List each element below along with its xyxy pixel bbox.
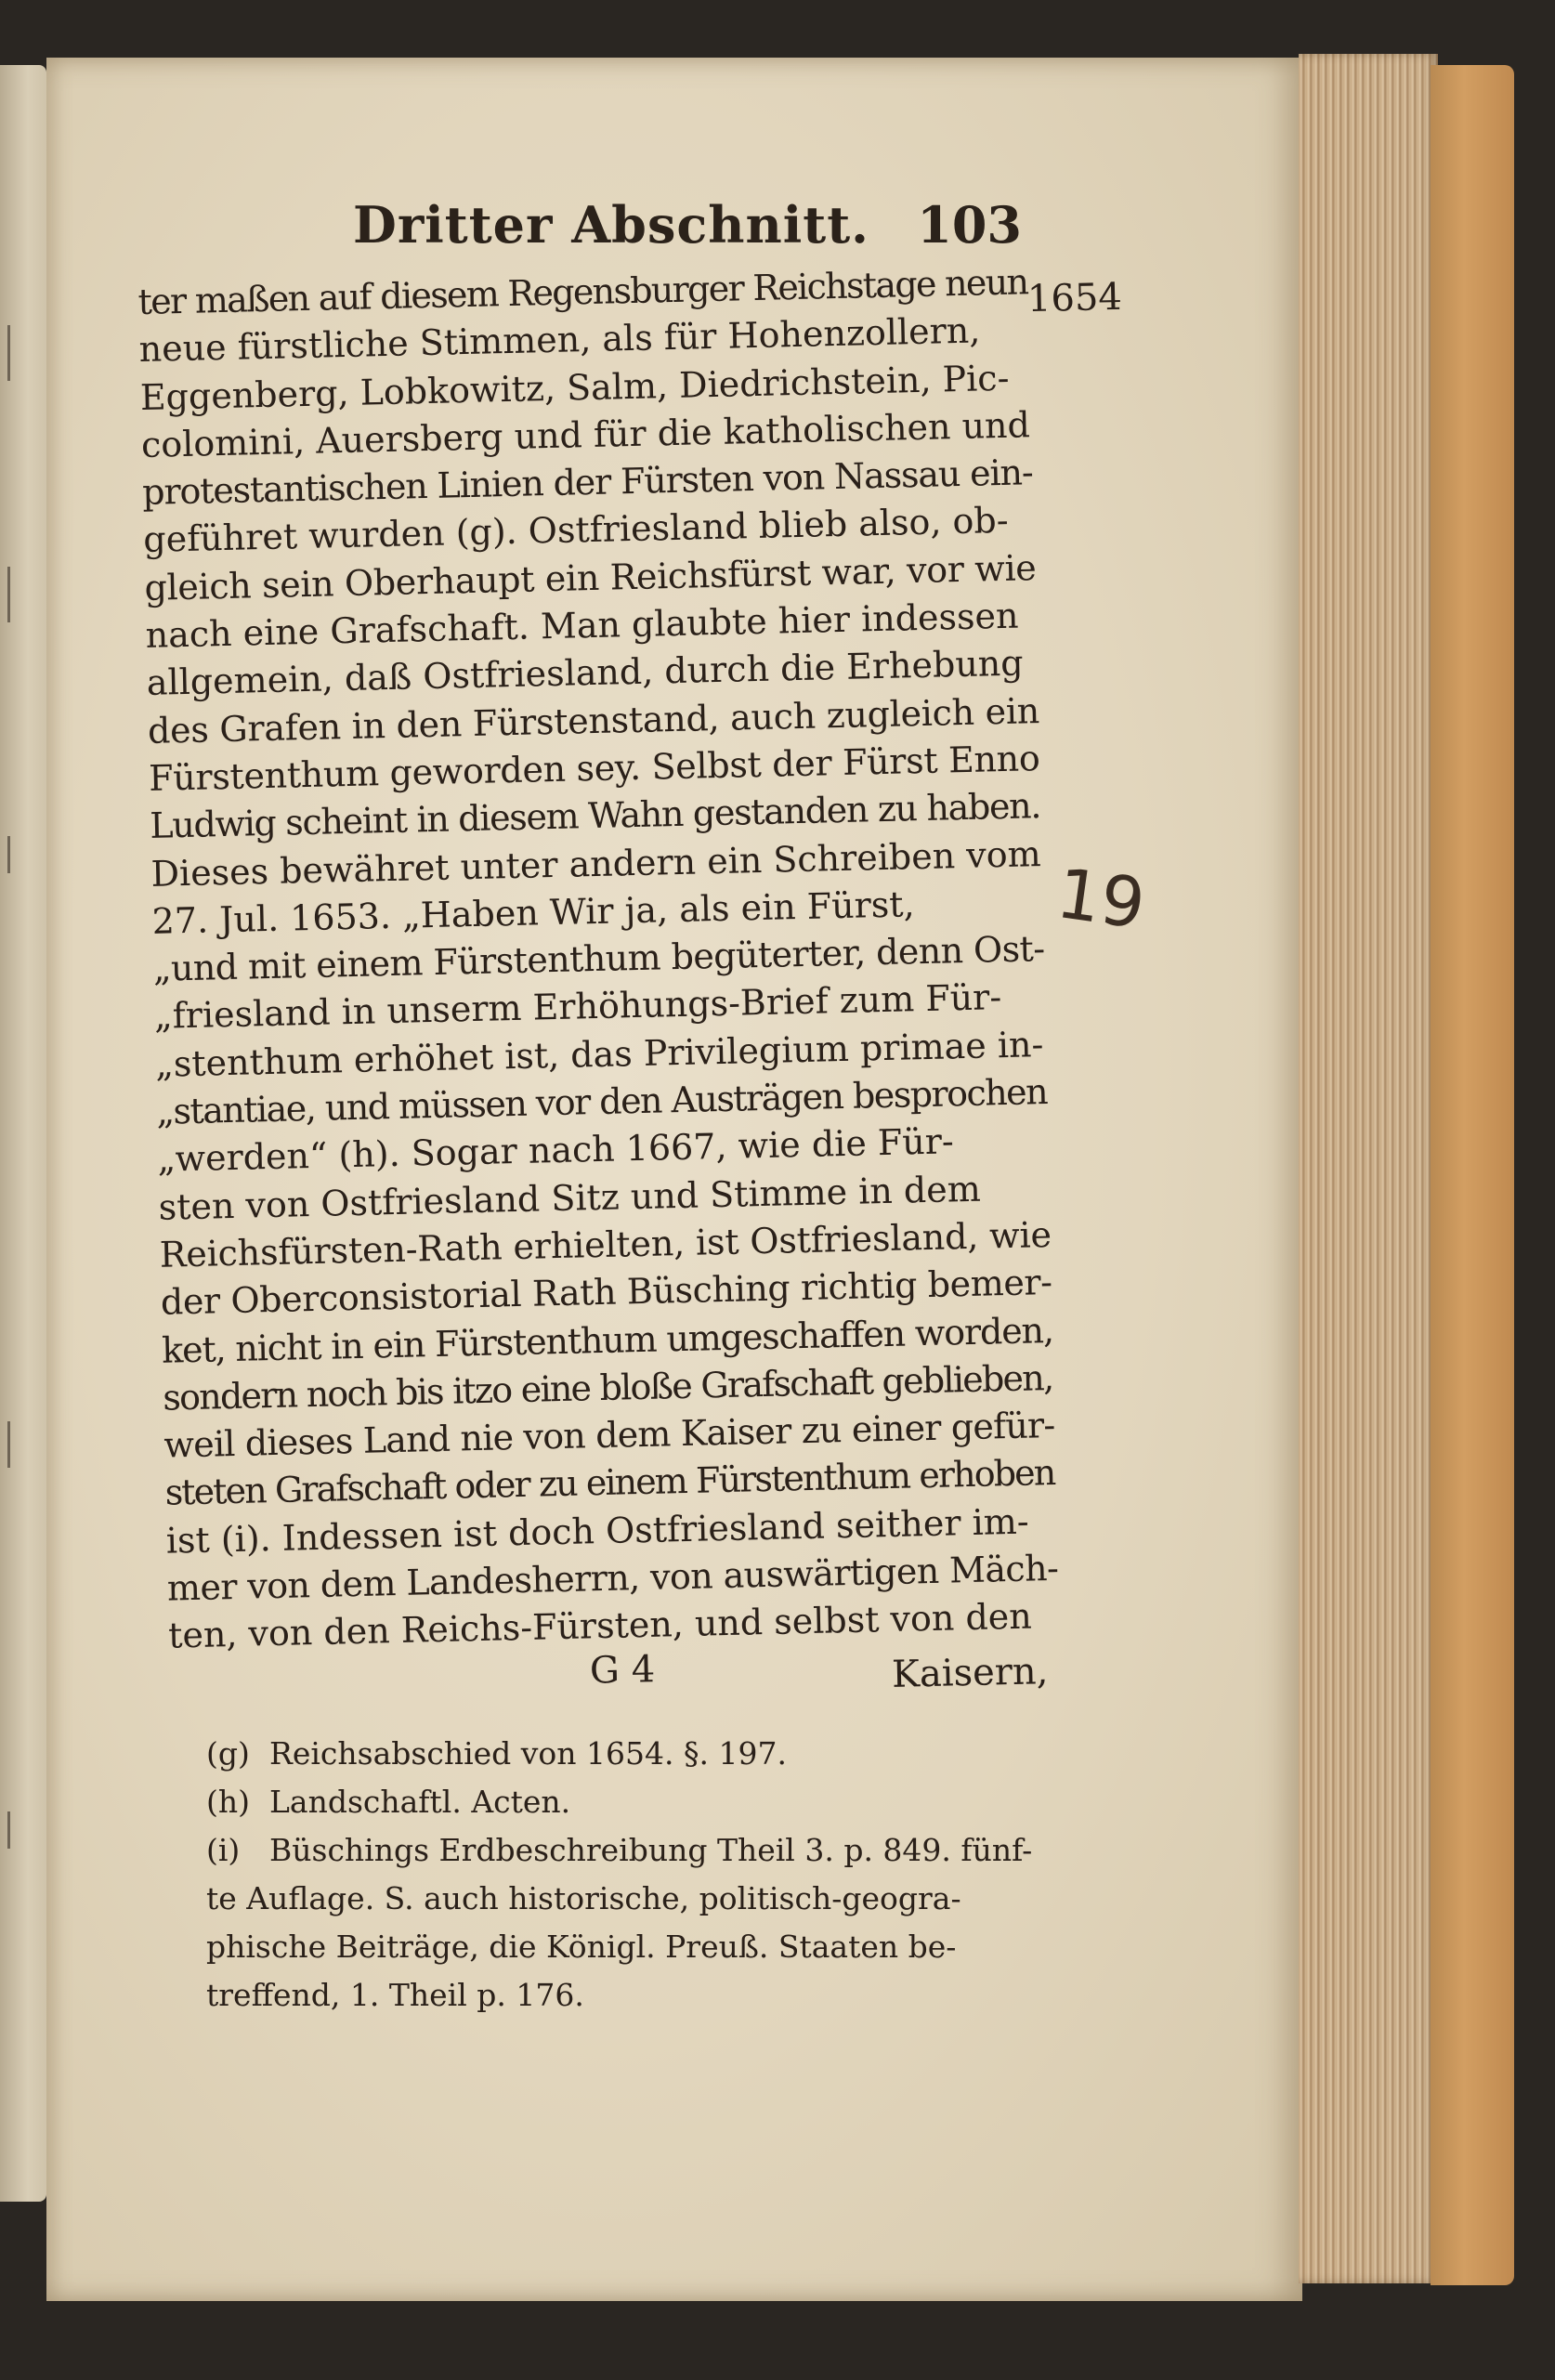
text-line: gleich sein Oberhaupt ein Reichsfürst war, vor wie: [144, 546, 1037, 608]
footnote-label: (i): [206, 1832, 241, 1868]
footnote-text: Büschings Erdbeschreibung Theil 3. p. 849. fünf-: [269, 1832, 1033, 1868]
footnote-line: [206, 1826, 1033, 1875]
page-number: 103: [917, 195, 1022, 255]
text-line: „und mit einem Fürstenthum begüterter, denn Ost-: [152, 928, 1045, 989]
text-line: colomini, Auersberg und für die katholischen und: [140, 404, 1031, 465]
footnote-line: [206, 1971, 1033, 2020]
page-block-edge: [1299, 54, 1438, 2283]
text-line: Eggenberg, Lobkowitz, Salm, Diedrichstein, Pic-: [139, 357, 1010, 418]
text-line: allgemein, daß Ostfriesland, durch die Erhebung: [146, 642, 1025, 704]
footnote-line: [206, 1778, 1033, 1826]
footnote-label: (h): [206, 1784, 251, 1820]
footnote-text: treffend, 1. Theil p. 176.: [206, 1977, 584, 2013]
footnote-text: phische Beiträge, die Königl. Preuß. Staaten be-: [206, 1929, 957, 1965]
footnote-line: [206, 1875, 1033, 1923]
facing-page-edge: [0, 65, 46, 2202]
text-line: mer von dem Landesherrn, von auswärtigen Mäch-: [166, 1547, 1059, 1609]
text-line: geführet wurden (g). Ostfriesland blieb also, ob-: [142, 500, 1010, 561]
text-line: Reichsfürsten-Rath erhielten, ist Ostfriesland, wie: [159, 1213, 1052, 1275]
text-line: 27. Jul. 1653. „Haben Wir ja, als ein Fürst,: [151, 883, 916, 942]
text-line: Dieses bewähret unter andern ein Schreiben vom: [150, 832, 1042, 895]
text-line: „stenthum erhöhet ist, das Privilegium primae in-: [154, 1023, 1044, 1085]
text-line: sondern noch bis itzo eine bloße Grafschaft geblieben,: [162, 1356, 1053, 1419]
text-line: sten von Ostfriesland Sitz und Stimme in dem: [158, 1168, 982, 1228]
text-line: „friesland in unserm Erhöhungs-Brief zum Für-: [153, 976, 1002, 1038]
footnote-label: (g): [206, 1735, 250, 1772]
body-text: [137, 258, 1061, 1660]
text-line: Ludwig scheint in diesem Wahn gestanden zu haben.: [149, 785, 1041, 847]
text-line: „stantiae, und müssen vor den Austrägen besprochen: [155, 1071, 1048, 1132]
text-line: neue fürstliche Stimmen, als für Hohenzollern,: [138, 309, 981, 371]
text-line: Fürstenthum geworden sey. Selbst der Fürst Enno: [148, 738, 1040, 799]
text-line: weil dieses Land nie von dem Kaiser zu einer gefür-: [163, 1405, 1055, 1466]
running-header: [353, 195, 1022, 260]
footnotes: [206, 1730, 1033, 2020]
text-line: ket, nicht in ein Fürstenthum umgeschaffen worden,: [161, 1309, 1054, 1371]
signature-mark: G 4: [589, 1648, 656, 1693]
book-cover-edge: [1431, 65, 1514, 2285]
footnote-line: [206, 1730, 1033, 1778]
footnote-line: [206, 1923, 1033, 1971]
text-line: der Oberconsistorial Rath Büsching richtig bemer-: [160, 1262, 1053, 1323]
handwritten-note: 19: [1052, 853, 1150, 946]
text-line: des Grafen in den Fürstenstand, auch zugleich ein: [147, 689, 1040, 752]
section-title: Dritter Abschnitt.: [353, 195, 869, 255]
catchword: Kaisern,: [891, 1650, 1049, 1696]
text-line: ter maßen auf diesem Regensburger Reichstage neun: [137, 261, 1028, 322]
footnote-text: te Auflage. S. auch historische, politisch-geogra-: [206, 1880, 961, 1916]
text-line: ist (i). Indessen ist doch Ostfriesland seither im-: [165, 1500, 1030, 1562]
margin-year: 1654: [1026, 275, 1123, 321]
text-line: ten, von den Reichs-Fürsten, und selbst von den: [167, 1595, 1033, 1656]
text-line: steten Grafschaft oder zu einem Fürstenthum erhoben: [164, 1452, 1055, 1514]
text-line: „werden“ (h). Sogar nach 1667, wie die Für-: [157, 1120, 955, 1181]
text-line: protestantischen Linien der Fürsten von Nassau ein-: [141, 451, 1033, 514]
footnote-text: Reichsabschied von 1654. §. 197.: [269, 1735, 787, 1772]
text-line: nach eine Grafschaft. Man glaubte hier indessen: [145, 595, 1019, 656]
footnote-text: Landschaftl. Acten.: [269, 1784, 571, 1820]
